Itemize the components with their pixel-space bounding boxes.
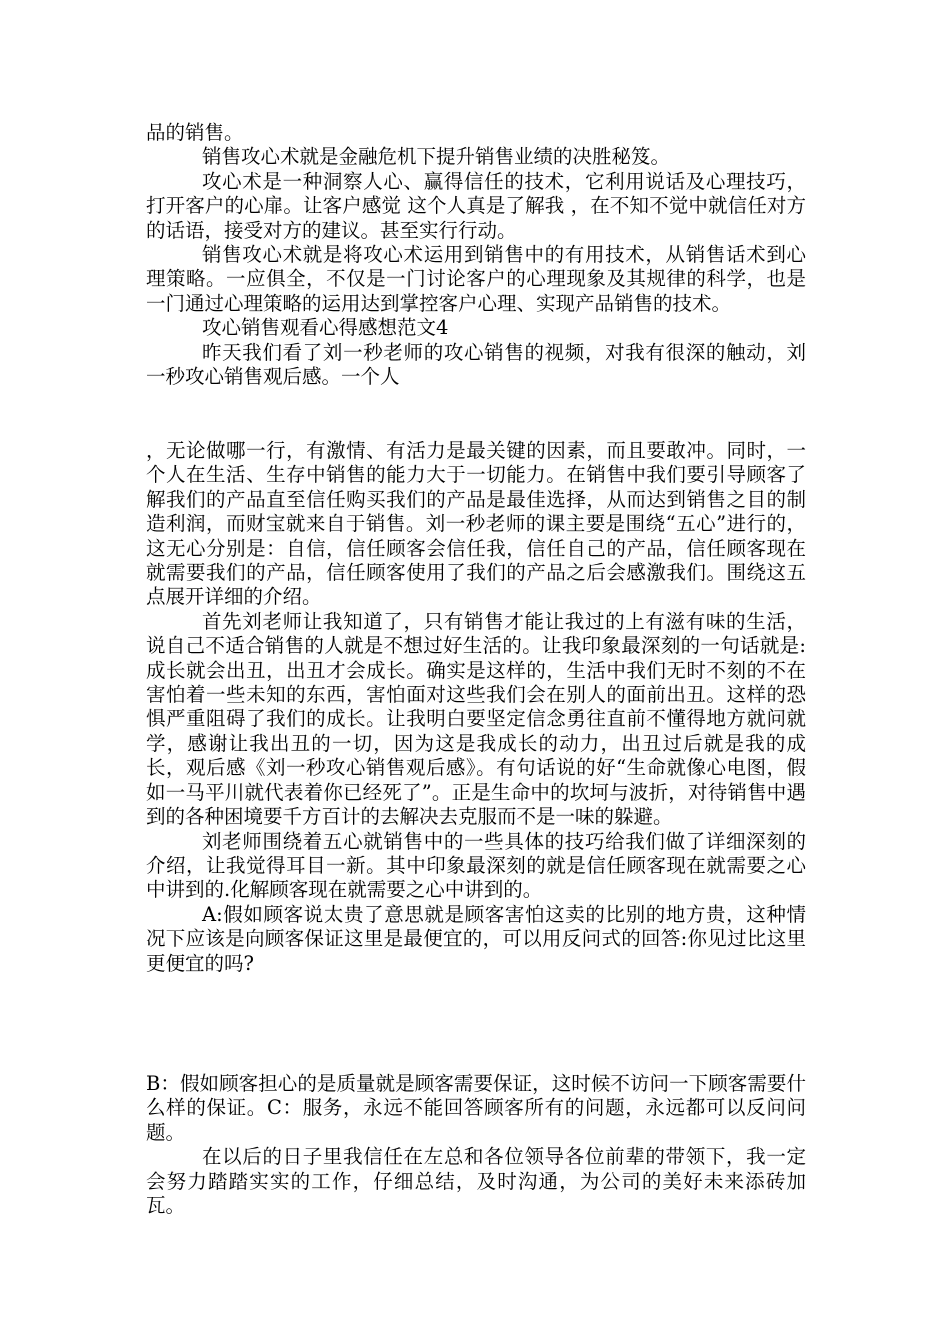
- section-heading: 攻心销售观看心得感想范文4: [202, 316, 449, 340]
- paragraph: 昨天我们看了刘一秒老师的攻心销售的视频，对我有很深的触动，刘一秒攻心销售观后感。一个人: [146, 340, 806, 389]
- paragraph: 首先刘老师让我知道了，只有销售才能让我过的上有滋有味的生活，说自己不适合销售的人就是不想过好生活的。让我印象最深刻的一句话就是:成长就会出丑，出丑才会成长。确实是这样的，生活中我们无时不刻的不在害怕着一些未知的东西，害怕面对这些我们会在别人的面前出丑。这样的恐惧严重阻碍了我们的成长。让我明白要坚定信念勇往直前不懂得地方就问就学，感谢让我出丑的一切，因为这是我成长的动力，出丑过后就是我的成长，观后感《刘一秒攻心销售观后感》。有句话说的好“生命就像心电图，假如一马平川就代表着你已经死了”。正是生命中的坎坷与波折，对待销售中遇到的各种困境要千方百计的去解决去克服而不是一味的躲避。: [146, 609, 806, 829]
- paragraph: 销售攻心术就是金融危机下提升销售业绩的决胜秘笈。: [202, 145, 671, 169]
- paragraph: 刘老师围绕着五心就销售中的一些具体的技巧给我们做了详细深刻的介绍，让我觉得耳目一新。其中印象最深刻的就是信任顾客现在就需要之心中讲到的.化解顾客现在就需要之心中讲到的。: [146, 829, 806, 902]
- paragraph: 攻心术是一种洞察人心、赢得信任的技术，它利用说话及心理技巧，打开客户的心扉。让客户感觉 这个人真是了解我 ，在不知不觉中就信任对方的话语，接受对方的建议。甚至实行行动。: [146, 169, 806, 242]
- paragraph: A:假如顾客说太贵了意思就是顾客害怕这卖的比别的地方贵，这种情况下应该是向顾客保证这里是最便宜的，可以用反问式的回答:你见过比这里更便宜的吗?: [146, 902, 806, 975]
- paragraph: 销售攻心术就是将攻心术运用到销售中的有用技术，从销售话术到心理策略。一应俱全，不仅是一门讨论客户的心理现象及其规律的科学，也是一门通过心理策略的运用达到掌控客户心理、实现产品销售的技术。: [146, 243, 806, 315]
- text-block-1: [146, 121, 806, 389]
- paragraph: ，无论做哪一行，有激情、有活力是最关键的因素，而且要敢冲。同时，一个人在生活、生存中销售的能力大于一切能力。在销售中我们要引导顾客了解我们的产品直至信任购买我们的产品是最佳选择，从而达到销售之目的制造利润，而财宝就来自于销售。刘一秒老师的课主要是围绕“五心”进行的，这无心分别是：自信，信任顾客会信任我，信任自己的产品，信任顾客现在就需要我们的产品，信任顾客使用了我们的产品之后会感激我们。围绕这五点展开详细的介绍。: [146, 439, 806, 609]
- paragraph: 品的销售。: [146, 121, 244, 144]
- paragraph: B：假如顾客担心的是质量就是顾客需要保证，这时候不访问一下顾客需要什么样的保证。C：服务，永远不能回答顾客所有的问题，永远都可以反问问题。: [146, 1072, 806, 1144]
- paragraph: 在以后的日子里我信任在左总和各位领导各位前辈的带领下，我一定会努力踏踏实实的工作，仔细总结，及时沟通，为公司的美好未来添砖加瓦。: [146, 1145, 806, 1218]
- text-block-2: [146, 439, 806, 976]
- text-block-3: [146, 1072, 806, 1218]
